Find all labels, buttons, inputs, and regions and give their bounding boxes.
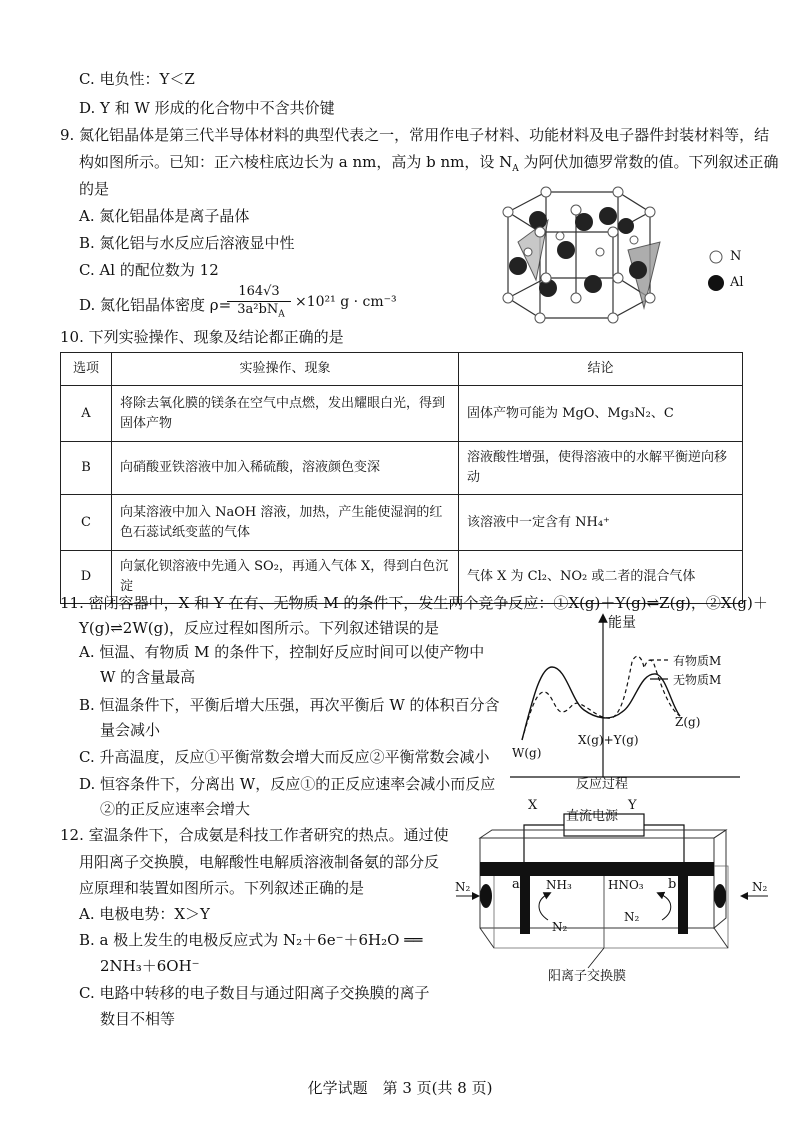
curve-with-m: [522, 656, 680, 740]
legend-n-label: N: [730, 249, 742, 264]
q10-stem: 10. 下列实验操作、现象及结论都正确的是: [60, 328, 344, 346]
q9-stem-line2: 构如图所示。已知：正六棱柱底边长为 a nm，高为 b nm，设 $N_A$ 为阿伏加德罗常数的值。下列叙述正确: [79, 153, 779, 174]
label-x-y: X(g)+Y(g): [578, 733, 639, 747]
q12-stem-line2: 用阳离子交换膜，电解酸性电解质溶液制备氨的部分反: [79, 853, 440, 871]
q11-option-d-1: D. 恒容条件下，分离出 W，反应①的正反应速率会减小而反应: [79, 775, 496, 793]
n2-b-label: N₂: [624, 910, 640, 924]
membrane-label: 阳离子交换膜: [548, 969, 627, 984]
process-axis-label: 反应过程: [576, 777, 629, 792]
q11-stem-line2: Y(g)⇌2W(g)，反应过程如图所示。下列叙述错误的是: [79, 619, 440, 637]
aln-crystal-structure: [488, 180, 758, 330]
q12-option-b-1: B. a 极上发生的电极反应式为 N₂＋6e⁻＋6H₂O ══: [79, 931, 423, 949]
n2-inlet-left-label: N₂: [455, 880, 471, 894]
density-denominator: $3a^2bN_A$: [237, 302, 285, 320]
nh3-label: NH₃: [546, 878, 572, 892]
legend-al-label: Al: [730, 275, 744, 290]
legend-with-m: 有物质M: [673, 654, 722, 668]
label-z: Z(g): [675, 715, 701, 729]
q12-option-c-1: C. 电路中转移的电子数目与通过阳离子交换膜的离子: [79, 984, 430, 1002]
table-row: B 向硝酸亚铁溶液中加入稀硫酸，溶液颜色变深 溶液酸性增强，使得溶液中的水解平衡逆向移动: [61, 442, 743, 495]
table-row: A 将除去氧化膜的镁条在空气中点燃，发出耀眼白光，得到固体产物 固体产物可能为 MgO、Mg₃N₂、C: [61, 386, 743, 442]
q9-stem-line1: 9. 氮化铝晶体是第三代半导体材料的典型代表之一，常用作电子材料、功能材料及电子器件封装材料等，结: [60, 126, 770, 144]
q8-option-d: D. Y 和 W 形成的化合物中不含共价键: [79, 99, 335, 117]
table-row: C 向某溶液中加入 NaOH 溶液，加热，产生能使湿润的红色石蕊试纸变蓝的气体 该溶液中一定含有 NH₄⁺: [61, 495, 743, 551]
q11-stem-line1: 11. 密闭容器中，X 和 Y 在有、无物质 M 的条件下，发生两个竞争反应：①X(g)＋Y(g)⇌Z(g)，②X(g)＋: [60, 594, 768, 612]
q9-stem-line3: 的是: [79, 180, 110, 198]
q11-option-a-1: A. 恒温、有物质 M 的条件下，控制好反应时间可以使产物中: [79, 643, 485, 661]
q12-stem-line1: 12. 室温条件下，合成氨是科技工作者研究的热点。通过使: [60, 826, 449, 844]
energy-axis-label: 能量: [608, 615, 636, 631]
electrode-a-label: a: [512, 877, 520, 892]
q9-option-c: C. Al 的配位数为 12: [79, 261, 219, 279]
electrode-b-label: b: [668, 877, 677, 892]
legend-n-marker: [710, 251, 722, 263]
power-supply-label: 直流电源: [566, 809, 619, 824]
n2-a-label: N₂: [552, 920, 568, 934]
table-header: 实验操作、现象: [112, 353, 459, 386]
label-w: W(g): [512, 746, 542, 760]
legend-without-m: 无物质M: [673, 673, 722, 687]
density-numerator: 164√3: [238, 284, 280, 299]
q11-option-c: C. 升高温度，反应①平衡常数会增大而反应②平衡常数会减小: [79, 748, 490, 766]
q9-option-b: B. 氮化铝与水反应后溶液显中性: [79, 234, 295, 252]
table-header: 选项: [61, 353, 112, 386]
hno3-label: HNO₃: [608, 878, 644, 892]
energy-profile-diagram: [500, 612, 770, 797]
electrode-a: [520, 868, 530, 934]
n2-inlet-right-label: N₂: [752, 880, 768, 894]
q8-option-c: C. 电负性：Y＜Z: [79, 70, 195, 88]
page-footer: 化学试题 第 3 页(共 8 页): [307, 1079, 493, 1097]
q12-option-c-2: 数目不相等: [100, 1010, 176, 1028]
q11-option-b-1: B. 恒温条件下，平衡后增大压强，再次平衡后 W 的体积百分含: [79, 696, 500, 714]
table-header: 结论: [459, 353, 743, 386]
electrode-b: [678, 868, 688, 934]
q12-option-b-2: 2NH₃＋6OH⁻: [100, 957, 200, 975]
terminal-y-label: Y: [628, 798, 637, 813]
q11-option-a-2: W 的含量最高: [100, 668, 196, 686]
q9-option-a: A. 氮化铝晶体是离子晶体: [79, 207, 250, 225]
q12-option-a: A. 电极电势：X＞Y: [79, 905, 210, 923]
q11-option-b-2: 量会减小: [100, 721, 161, 739]
q12-stem-line3: 应原理和装置如图所示。下列叙述正确的是: [79, 879, 365, 897]
table-row: D 向氯化钡溶液中先通入 SO₂，再通入气体 X，得到白色沉淀 气体 X 为 Cl₂、NO₂ 或二者的混合气体: [61, 551, 743, 604]
legend-al-marker: [708, 275, 724, 291]
experiment-table: [60, 352, 743, 604]
terminal-x-label: X: [528, 798, 538, 813]
q11-option-d-2: ②的正反应速率会增大: [100, 800, 251, 818]
